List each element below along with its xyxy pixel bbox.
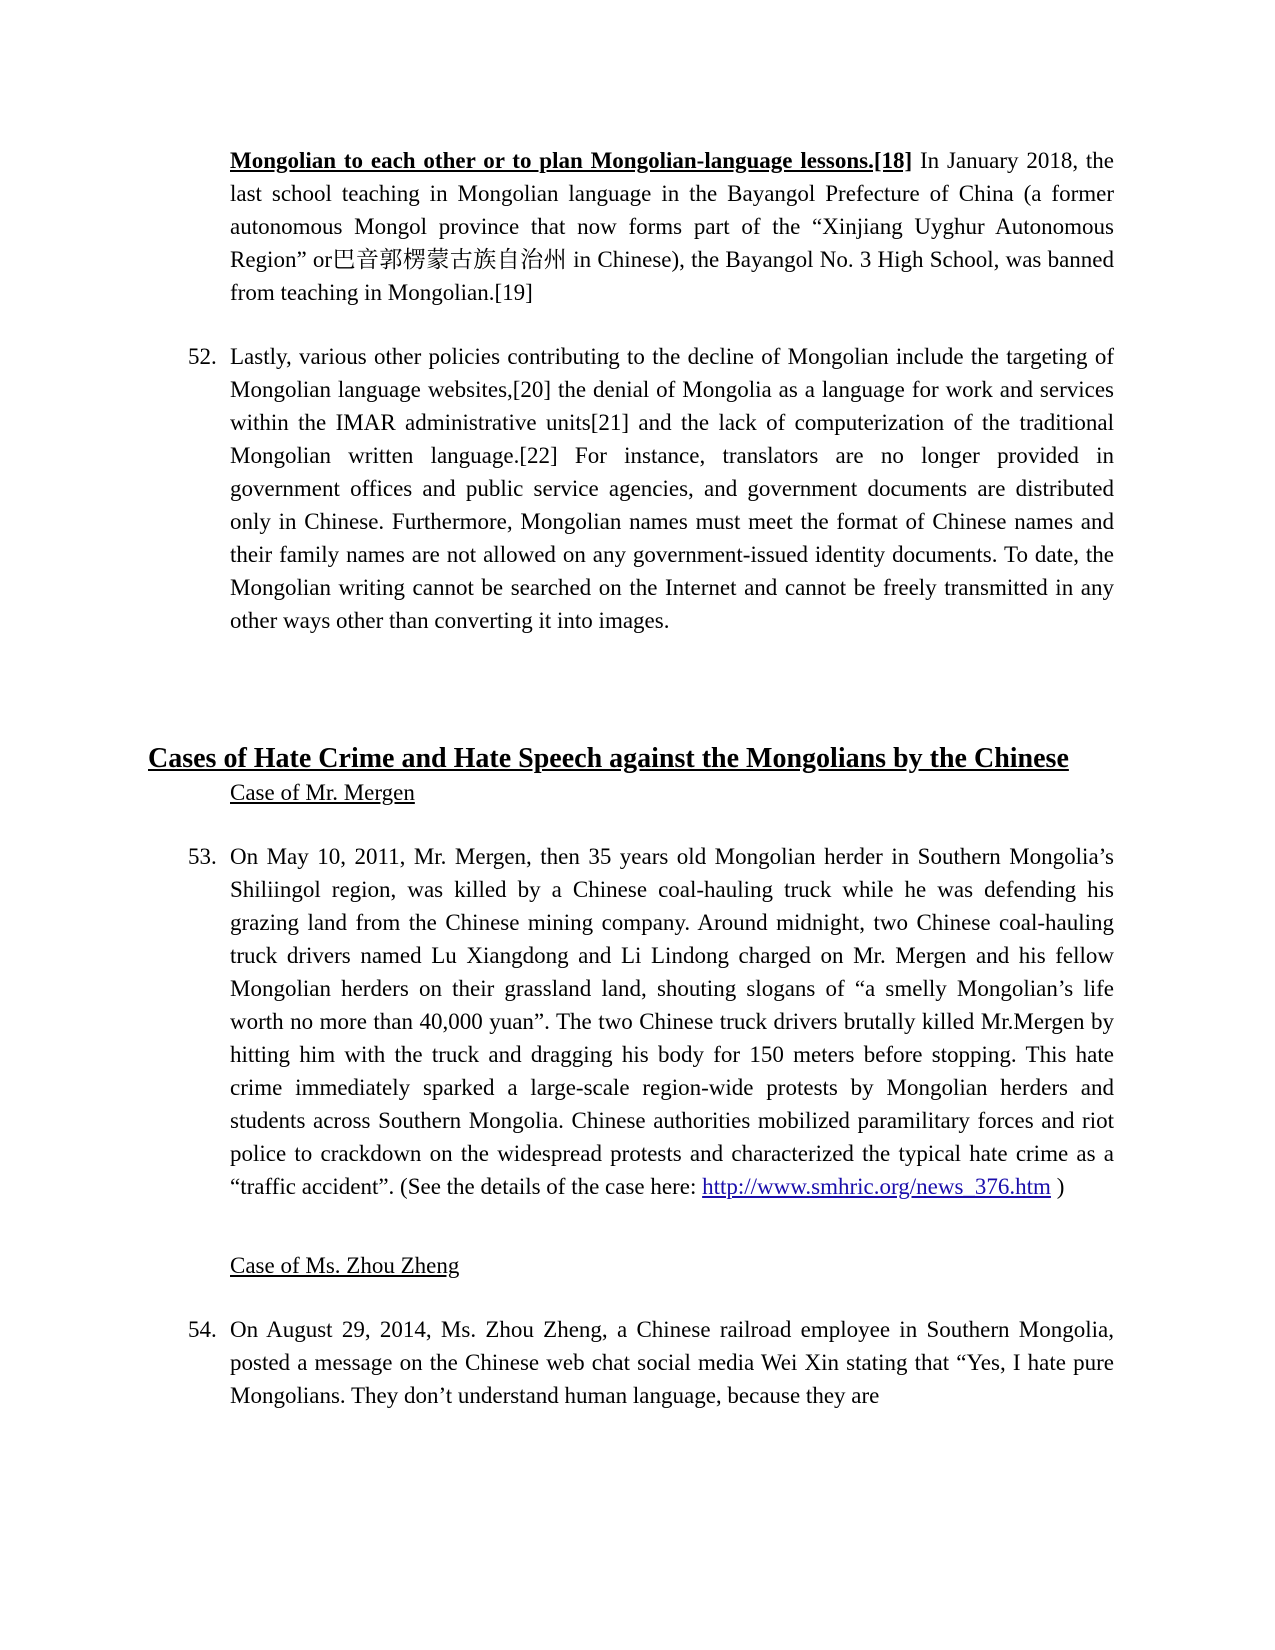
paragraph-53 [188, 840, 1114, 1203]
section-heading: Cases of Hate Crime and Hate Speech against the Mongolians by the Chinese [148, 743, 1069, 774]
continuation-text: In January 2018, the last school teaching in Mongolian language in the Bayangol Prefecture of China (a former autonomous Mongol province that now forms part of the “Xinjiang Uyghur Autonomous Region” or巴音郭楞蒙古族自治州 in Chinese), the Bayangol No. 3 High School, was banned from teaching in Mongolian.[19] [230, 148, 1114, 305]
paragraph-text: Lastly, various other policies contributing to the decline of Mongolian include the targeting of Mongolian language websites,[20] the denial of Mongolia as a language for work and services within the IMAR administrative units[21] and the lack of computerization of the traditional Mongolian written language.[22] For instance, translators are no longer provided in government offices and public service agencies, and government documents are distributed only in Chinese. Furthermore, Mongolian names must meet the format of Chinese names and their family names are not allowed on any government-issued identity documents. To date, the Mongolian writing cannot be searched on the Internet and cannot be freely transmitted in any other ways other than converting it into images. [230, 344, 1114, 633]
case-details-link[interactable]: http://www.smhric.org/news_376.htm [702, 1174, 1051, 1199]
paragraph-text-end: ) [1050, 1174, 1065, 1199]
paragraph-54 [188, 1313, 1114, 1412]
bold-lead-text: Mongolian to each other or to plan Mongolian-language lessons.[18] [230, 148, 913, 173]
paragraph-number: 54. [188, 1317, 217, 1342]
paragraph-52 [188, 340, 1114, 637]
paragraph-number: 53. [188, 844, 217, 869]
paragraph-text: On May 10, 2011, Mr. Mergen, then 35 years old Mongolian herder in Southern Mongolia’s Shiliingol region, was killed by a Chinese coal-hauling truck while he was defending his grazing land from the Chinese mining company. Around midnight, two Chinese coal-hauling truck drivers named Lu Xiangdong and Li Lindong charged on Mr. Mergen and his fellow Mongolian herders on their grassland land, shouting slogans of “a smelly Mongolian’s life worth no more than 40,000 yuan”. The two Chinese truck drivers brutally killed Mr.Mergen by hitting him with the truck and dragging his body for 150 meters before stopping. This hate crime immediately sparked a large-scale region-wide protests by Mongolian herders and students across Southern Mongolia. Chinese authorities mobilized paramilitary forces and riot police to crackdown on the widespread protests and characterized the typical hate crime as a “traffic accident”. (See the details of the case here: [230, 844, 1114, 1199]
paragraph-number: 52. [188, 344, 217, 369]
case-title-mergen: Case of Mr. Mergen [230, 780, 415, 805]
continuation-paragraph [230, 144, 1114, 309]
case-title-zhou-zheng: Case of Ms. Zhou Zheng [230, 1253, 460, 1278]
paragraph-text: On August 29, 2014, Ms. Zhou Zheng, a Chinese railroad employee in Southern Mongolia, posted a message on the Chinese web chat social media Wei Xin stating that “Yes, I hate pure Mongolians. They don’t understand human language, because they are [230, 1317, 1114, 1408]
